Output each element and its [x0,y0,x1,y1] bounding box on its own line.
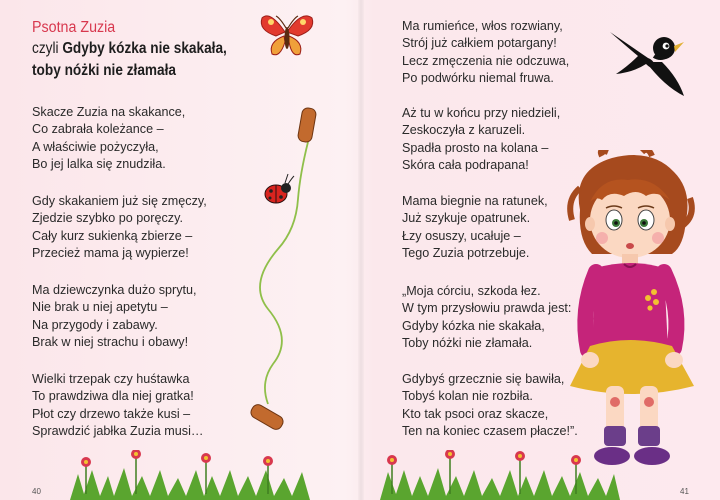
verse-line: Na przygody i zabawy. [32,317,158,332]
subtitle-main: Gdyby kózka nie skakała, [62,40,227,57]
right-stanza-2 [402,105,560,175]
grass-flowers-left [70,450,310,500]
butterfly-icon [258,8,316,60]
verse-line: Tobyś kolan nie rozbiła. [402,389,533,404]
verse-line: Ma dziewczynka dużo sprytu, [32,283,197,297]
verse-line: Tego Zuzia potrzebuje. [402,246,530,261]
verse-line: Ma rumieńce, włos rozwiany, [402,19,563,33]
verse-line: Skóra cała podrapana! [402,158,529,173]
verse-line: Zjedzie szybko po poręczy. [32,211,183,226]
verse-line: Cały kurz sukienką zbierze – [32,228,193,243]
verse-line: Gdyby kózka nie skakała, [402,318,545,333]
crow-icon [608,26,688,98]
verse-line: Kto tak psoci oraz skacze, [402,406,549,421]
book-spine [358,0,364,500]
verse-line: Strój już całkiem potargany! [402,36,557,51]
verse-line: Ten na koniec czasem płacze!”. [402,424,578,439]
verse-line: Skacze Zuzia na skakance, [32,105,186,119]
poem-subtitle-line2: toby nóżki nie złamała [32,62,177,79]
verse-line: Brak w niej strachu i obawy! [32,335,189,350]
right-stanza-1 [402,18,569,88]
verse-line: Lecz zmęczenia nie odczuwa, [402,53,570,68]
verse-line: To prawdziwa dla niej gratka! [32,389,194,404]
verse-line: Wielki trzepak czy huśtawka [32,372,190,386]
verse-line: Mama biegnie na ratunek, [402,194,548,208]
verse-line: Spadła prosto na kolana – [402,140,549,155]
ladybug-icon [265,174,294,203]
subtitle-prefix: czyli [32,40,59,57]
verse-line: Gdybyś grzecznie się bawiła, [402,372,565,386]
verse-line: Już szykuje opatrunek. [402,211,531,226]
grass-flowers-right [380,450,620,500]
left-stanza-4 [32,371,203,441]
verse-line: Gdy skakaniem już się zmęczy, [32,194,207,208]
poem-title: Psotna Zuzia [32,19,116,36]
verse-line: Sprawdzić jabłka Zuzia musi… [32,424,204,439]
title-block [32,18,253,82]
jump-rope-icon [238,104,348,434]
verse-line: „Moja córciu, szkoda łez. [402,284,541,298]
right-stanza-4 [402,283,571,353]
right-stanza-5 [402,371,578,441]
left-stanza-1 [32,104,185,174]
page-number-right: 41 [680,487,689,496]
verse-line: Nie brak u niej apetytu – [32,300,168,315]
poem-subtitle-line1 [32,38,227,60]
verse-line: Po podwórku niemal fruwa. [402,71,554,86]
verse-line: A właściwie pożyczyła, [32,139,159,154]
verse-line: Zeskoczyła z karuzeli. [402,123,526,138]
page-number-left: 40 [32,487,41,496]
verse-line: Płot czy drzewo także kusi – [32,406,191,421]
left-stanza-3 [32,282,197,352]
verse-line: Łzy osuszy, ucałuje – [402,228,521,243]
verse-line: Co zabrała koleżance – [32,122,164,137]
girl-illustration [562,150,712,470]
verse-line: Aż tu w końcu przy niedzieli, [402,106,561,120]
left-stanza-2 [32,193,207,263]
verse-line: Toby nóżki nie złamała. [402,336,533,351]
verse-line: Bo jej lalka się znudziła. [32,157,166,172]
verse-line: Przecież mama ją wypierze! [32,246,189,261]
right-stanza-3 [402,193,548,263]
verse-line: W tym przysłowiu prawda jest: [402,301,572,316]
